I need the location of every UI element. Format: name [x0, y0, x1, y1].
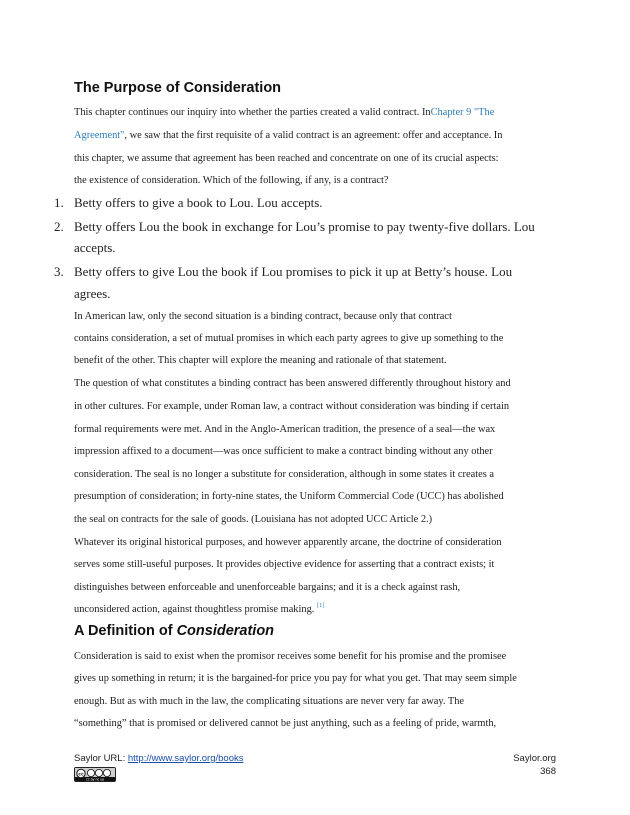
list-item-cont: agrees. — [74, 286, 111, 301]
list-item: 2. Betty offers Lou the book in exchange for Lou’s promise to pay twenty-five dollars. Lou — [54, 219, 535, 234]
list-number: 3. — [54, 264, 64, 279]
paragraph-line: gives up something in return; it is the bargained-for price you pay for what you get. That may seem simple — [74, 673, 517, 684]
paragraph-line: this chapter, we assume that agreement has been reached and concentrate on one of its crucial aspects: — [74, 153, 499, 164]
list-item: 3. Betty offers to give Lou the book if Lou promises to pick it up at Betty’s house. Lou — [54, 264, 513, 279]
paragraph-line: distinguishes between enforceable and unenforceable bargains; and it is a check against rash, — [74, 582, 461, 593]
paragraph-line: the seal on contracts for the sale of goods. (Louisiana has not adopted UCC Article 2.) — [74, 514, 433, 525]
paragraph-line: benefit of the other. This chapter will explore the meaning and rationale of that statement. — [74, 355, 447, 366]
cc-license-icon — [75, 768, 115, 781]
creative-commons-badge — [74, 767, 116, 782]
paragraph-line: enough. But as with much in the law, the complicating situations are never very far away. The — [74, 696, 465, 707]
paragraph-line: the existence of consideration. Which of the following, if any, is a contract? — [74, 175, 389, 186]
footer-url: Saylor URL: http://www.saylor.org/books — [74, 753, 244, 764]
paragraph-line: Whatever its original historical purposes, and however apparently arcane, the doctrine of consideration — [74, 537, 502, 548]
paragraph-line: contains consideration, a set of mutual promises in which each party agrees to give up something to the — [74, 333, 504, 344]
list-number: 2. — [54, 219, 64, 234]
list-number: 1. — [54, 195, 64, 210]
section-heading-purpose: The Purpose of Consideration — [74, 80, 282, 96]
list-item-cont: accepts. — [74, 240, 116, 255]
section-heading-definition: A Definition of Consideration — [74, 623, 275, 639]
paragraph-line: unconsidered action, against thoughtless promise making. [1] — [74, 602, 325, 615]
paragraph-line: impression affixed to a document—was once sufficient to make a contract binding without any other — [74, 446, 493, 457]
paragraph-line: Consideration is said to exist when the promisor receives some benefit for his promise and the promisee — [74, 651, 507, 662]
footnote-ref[interactable]: [1] — [317, 602, 325, 609]
saylor-books-link[interactable]: http://www.saylor.org/books — [127, 753, 244, 764]
chapter-link[interactable]: Chapter 9 "The — [430, 107, 495, 118]
paragraph-line: In American law, only the second situation is a binding contract, because only that contract — [74, 311, 452, 322]
paragraph-line: presumption of consideration; in forty-nine states, the Uniform Commercial Code (UCC) has abolished — [74, 491, 504, 502]
paragraph-line: in other cultures. For example, under Roman law, a contract without consideration was binding if certain — [74, 401, 510, 412]
svg-text:cc by nc sa: cc by nc sa — [86, 777, 104, 781]
paragraph-line: “something” that is promised or delivered cannot be just anything, such as a feeling of pride, warmth, — [74, 718, 497, 729]
paragraph-line: This chapter continues our inquiry into whether the parties created a valid contract. InChapter 9 "The — [74, 107, 495, 118]
paragraph-line: Agreement", we saw that the first requisite of a valid contract is an agreement: offer and acceptance. In — [74, 130, 503, 141]
svg-text:cc: cc — [78, 772, 84, 778]
paragraph-line: serves some still-useful purposes. It provides objective evidence for asserting that a contract exists; it — [74, 559, 495, 570]
paragraph-line: consideration. The seal is no longer a substitute for consideration, although in some states it creates a — [74, 469, 494, 480]
chapter-link-cont[interactable]: Agreement" — [74, 130, 125, 141]
paragraph-line: The question of what constitutes a binding contract has been answered differently throughout history and — [74, 378, 511, 389]
paragraph-line: formal requirements were met. And in the Anglo-American tradition, the presence of a seal—the wax — [74, 424, 496, 435]
page-number: 368 — [540, 766, 556, 777]
list-item: 1. Betty offers to give a book to Lou. Lou accepts. — [54, 195, 323, 210]
footer-site: Saylor.org — [513, 753, 556, 764]
